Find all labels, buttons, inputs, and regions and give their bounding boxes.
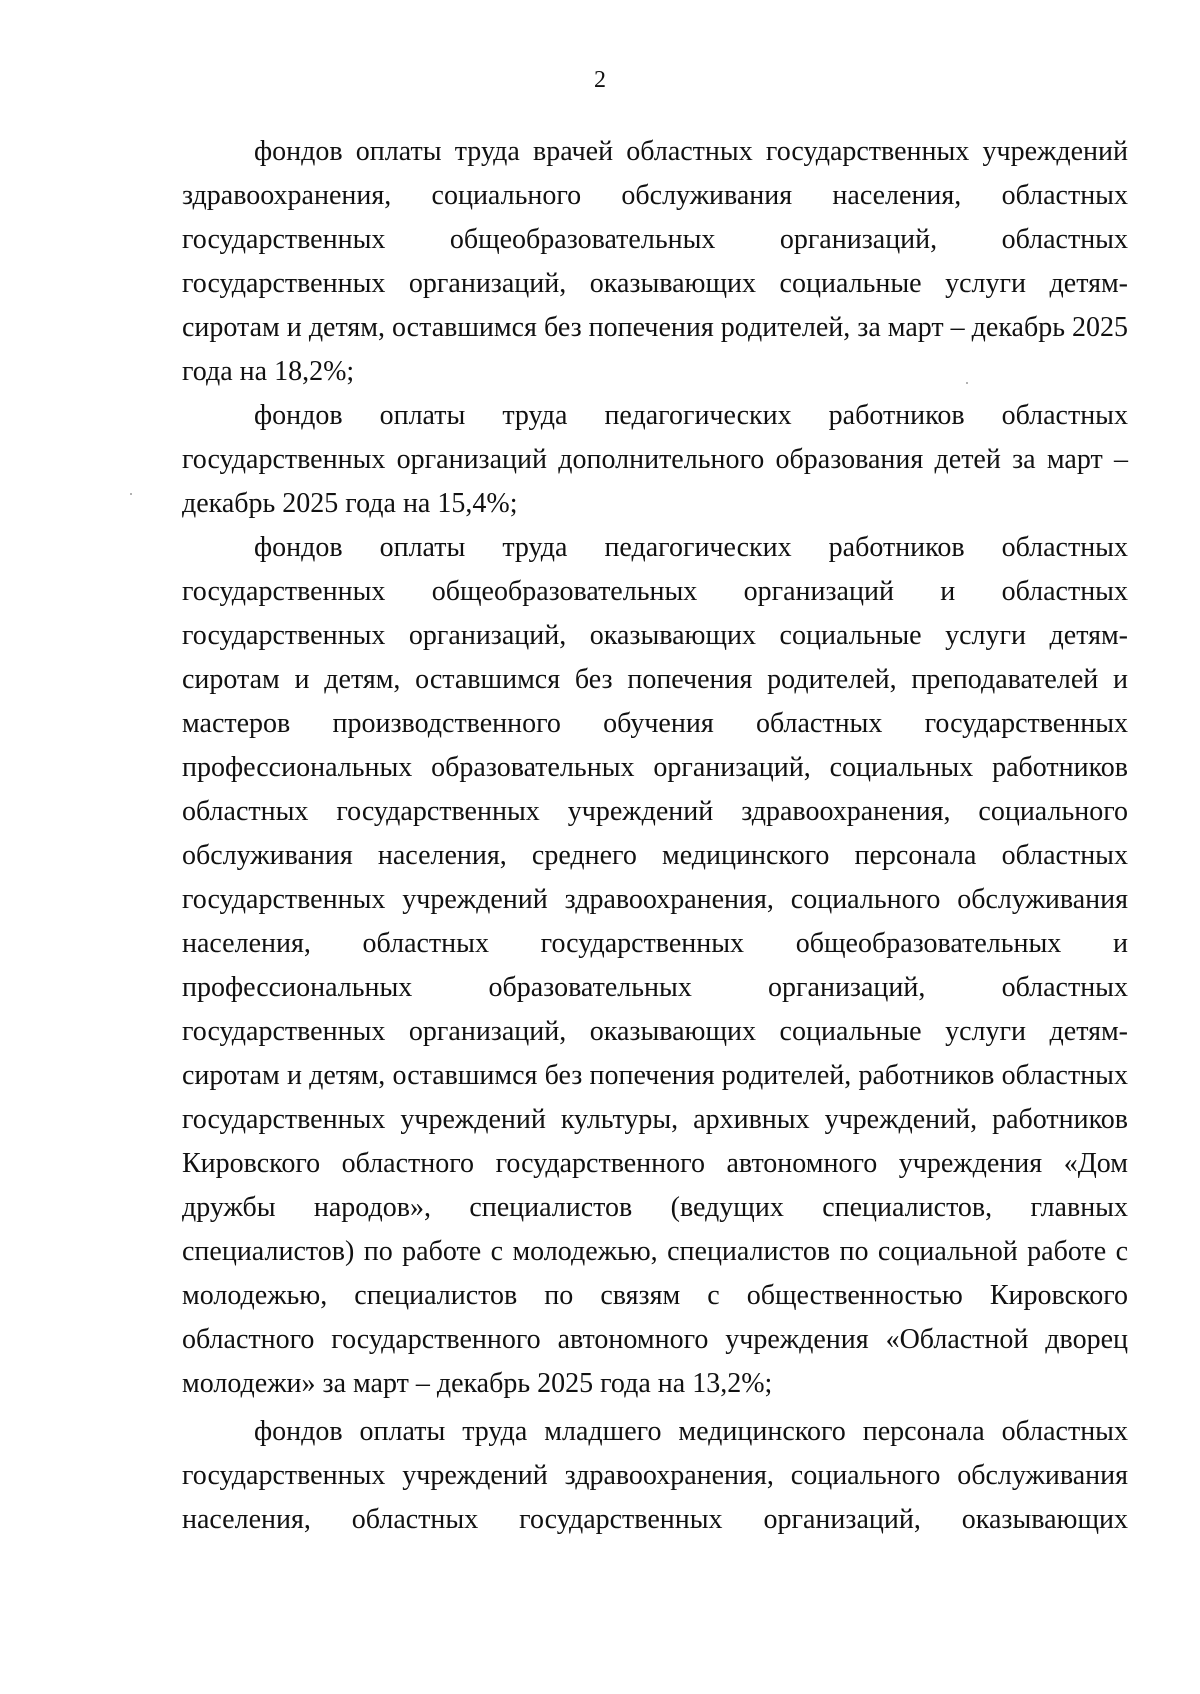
document-body	[182, 130, 1128, 1542]
paragraph-additional-education-payroll: фондов оплаты труда педагогических работников областных государственных организаций дополнительного образования детей за март – декабрь 2025 года на 15,4%;	[182, 400, 1128, 519]
paragraph-junior-medical-staff-payroll: фондов оплаты труда младшего медицинского персонала областных государственных учреждений здравоохранения, социального обслуживания населения, областных государственных организаций, оказывающих	[182, 1416, 1128, 1535]
page-number: 2	[594, 67, 606, 93]
scan-speck	[130, 493, 132, 495]
paragraph-teachers-social-workers-payroll: фондов оплаты труда педагогических работников областных государственных общеобразовательных организаций и областных государственных организаций, оказывающих социальные услуги детям-сиротам и детям, оставшимся без попечения родителей, преподавателей и мастеров производственного обучения областных государственных профессиональных образовательных организаций, социальных работников областных государственных учреждений здравоохранения, социального обслуживания населения, среднего медицинского персонала областных государственных учреждений здравоохранения, социального обслуживания населения, областных государственных общеобразовательных и профессиональных образовательных организаций, областных государственных организаций, оказывающих социальные услуги детям-сиротам и детям, оставшимся без попечения родителей, работников областных государственных учреждений культуры, архивных учреждений, работников Кировского областного государственного автономного учреждения «Дом дружбы народов», специалистов (ведущих специалистов, главных специалистов) по работе с молодежью, специалистов по социальной работе с молодежью, специалистов по связям с общественностью Кировского областного государственного автономного учреждения «Областной дворец молодежи» за март – декабрь 2025 года на 13,2%;	[182, 532, 1128, 1399]
scan-speck	[966, 382, 968, 384]
paragraph-doctors-payroll: фондов оплаты труда врачей областных государственных учреждений здравоохранения, социального обслуживания населения, областных государственных общеобразовательных организаций, областных государственных организаций, оказывающих социальные услуги детям-сиротам и детям, оставшимся без попечения родителей, за март – декабрь 2025 года на 18,2%;	[182, 136, 1128, 387]
